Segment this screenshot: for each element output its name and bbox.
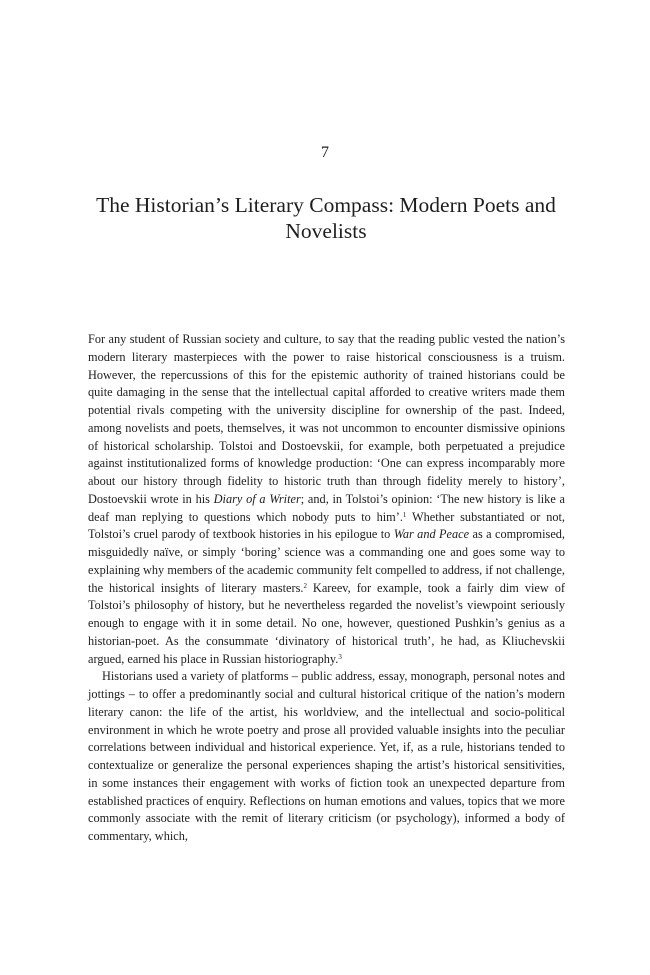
paragraph-1-text-d: as a compromised, misguidedly naïve, or simply ‘boring’ science was a commanding one and goes some way to explaining why members of the academic community felt compelled to address, if not challenge, the historical insights of literary masters. — [88, 527, 566, 595]
footnote-marker-3: 3 — [338, 652, 342, 661]
chapter-number: 7 — [321, 144, 329, 161]
paragraph-2: Historians used a variety of platforms – public address, essay, monograph, personal notes and jottings – to offer a predominantly social and cultural historical critique of the nation’s modern literary canon: the life of the artist, his worldview, and the intellectual and socio-political environment in which he wrote poetry and prose all provided valuable insights into the peculiar correlations between individual and historical experience. Yet, if, as a rule, historians tended to contextualize or generalize the personal experiences shaping the artist’s historical sensitivities, in some instances their engagement with works of fiction took an unexpected departure from established practices of enquiry. Reflections on human emotions and values, topics that we more commonly associate with the remit of literary criticism (or psychology), informed a body of commentary, which, — [88, 669, 565, 843]
paragraph-1-text-a: For any student of Russian society and culture, to say that the reading public vested the nation’s modern literary masterpieces with the power to raise historical consciousness is a truism. However, the repercussions of this for the epistemic authority of trained historians could be quite damaging in the sense that the intellectual capital afforded to creative writers made them potential rivals competing with the university discipline for ownership of the past. Indeed, among novelists and poets, themselves, it was not uncommon to encounter dismissive opinions of historical scholarship. Tolstoi and Dostoevskii, for example, both perpetuated a prejudice against institutionalized forms of knowledge production: ‘One can express incomparably more about our history through fidelity to historic truth than through fidelity merely to history’, Dostoevskii wrote in his — [88, 332, 565, 506]
book-title-war-and-peace: War and Peace — [393, 527, 470, 542]
footnote-marker-2: 2 — [303, 581, 307, 590]
paragraph-1-text-b: ; and, in Tolstoi’s opinion: ‘The new history is like a deaf man replying to questions which nobody puts to him’. — [88, 491, 565, 524]
paragraph-1-text-c: Whether substantiated or not, Tolstoi’s cruel parody of textbook histories in his epilogue to — [88, 509, 565, 542]
book-title-diary-of-a-writer: Diary of a Writer — [213, 491, 301, 506]
paragraph-1 — [88, 331, 565, 668]
footnote-marker-1: 1 — [402, 510, 407, 519]
chapter-title: The Historian’s Literary Compass: Modern Poets and Novelists — [96, 193, 556, 243]
chapter-body — [88, 331, 565, 846]
paragraph-1-text-e: Kareev, for example, took a fairly dim view of Tolstoi’s philosophy of history, but he nevertheless regarded the novelist’s viewpoint seriously enough to engage with it in some detail. No one, however, questioned Pushkin’s genius as a historian-poet. As the consummate ‘divinatory of historical truth’, he had, as Kliuchevskii argued, earned his place in Russian historiography. — [88, 580, 565, 666]
